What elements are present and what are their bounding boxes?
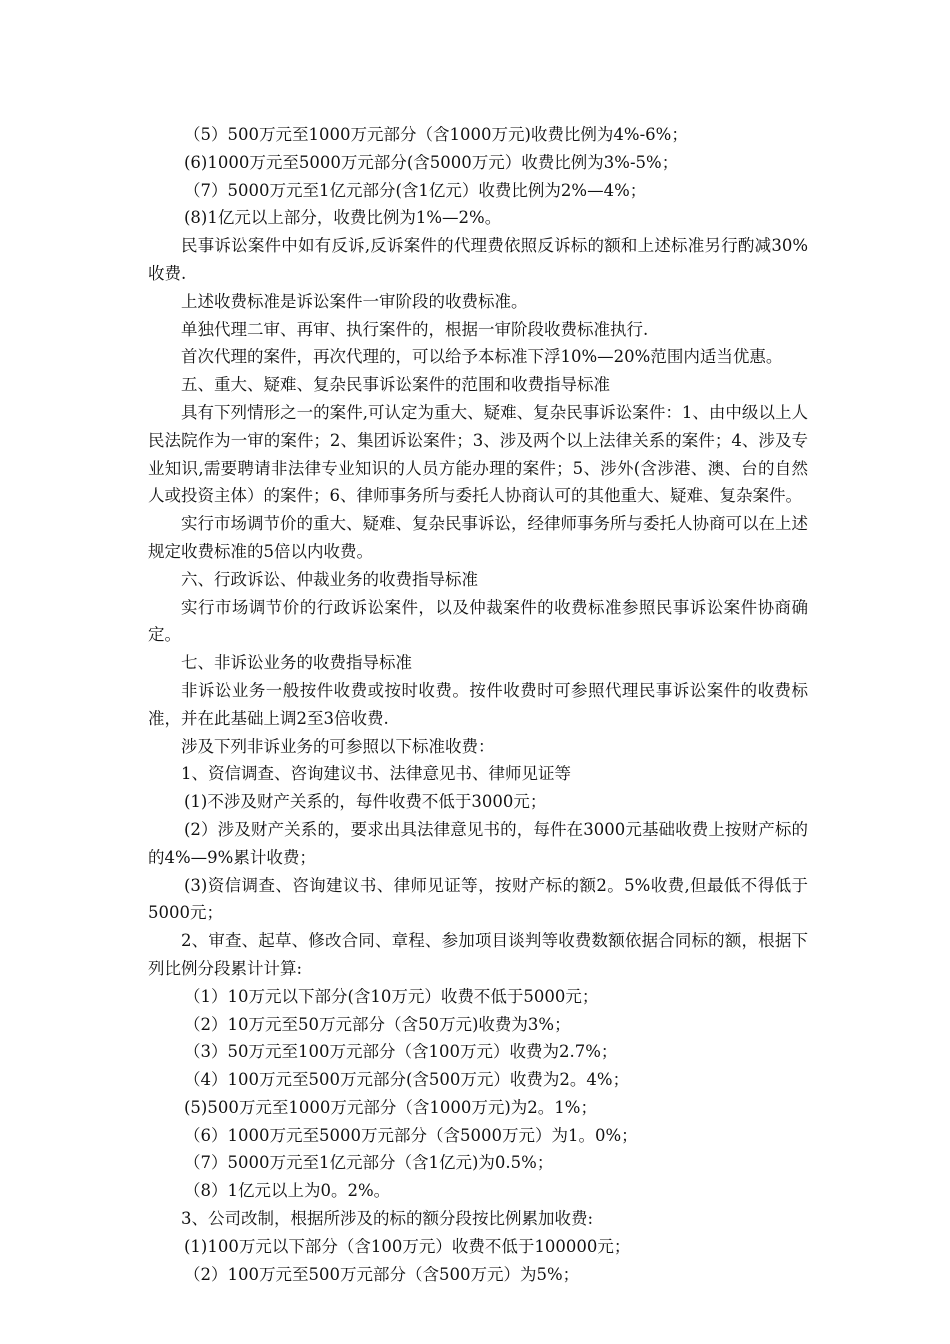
document-body xyxy=(148,121,808,1288)
list-item: （7）5000万元至1亿元部分（含1亿元)为0.5%； xyxy=(184,1153,554,1173)
list-item: （4）100万元至500万元部分(含500万元）收费为2。4%； xyxy=(184,1070,630,1090)
list-item: （8）1亿元以上为0。2%。 xyxy=(184,1181,391,1201)
section-heading: 六、行政诉讼、仲裁业务的收费指导标准 xyxy=(181,569,478,589)
paragraph: 实行市场调节价的重大、疑难、复杂民事诉讼，经律师事务所与委托人协商可以在上述规定收费标准的5倍以内收费。 xyxy=(148,514,808,561)
paragraph: 具有下列情形之一的案件,可认定为重大、疑难、复杂民事诉讼案件：1、由中级以上人民法院作为一审的案件；2、集团诉讼案件；3、涉及两个以上法律关系的案件；4、涉及专业知识,需要聘请非法律专业知识的人员方能办理的案件；5、涉外(含涉港、澳、台的自然人或投资主体）的案件；6、律师事务所与委托人协商认可的其他重大、疑难、复杂案件。 xyxy=(148,402,808,506)
list-item: （3）50万元至100万元部分（含100万元）收费为2.7%； xyxy=(184,1042,618,1062)
section-heading: 五、重大、疑难、复杂民事诉讼案件的范围和收费指导标准 xyxy=(181,375,610,395)
section-heading: 1、资信调查、咨询建议书、法律意见书、律师见证等 xyxy=(181,764,571,784)
list-item: (3)资信调查、咨询建议书、律师见证等，按财产标的额2。5%收费,但最低不得低于5000元； xyxy=(148,875,808,923)
paragraph: 单独代理二审、再审、执行案件的，根据一审阶段收费标准执行. xyxy=(181,319,649,339)
list-item: (2）涉及财产关系的，要求出具法律意见书的，每件在3000元基础收费上按财产标的的4%—9%累计收费； xyxy=(148,819,808,867)
section-heading: 3、公司改制，根据所涉及的标的额分段按比例累加收费: xyxy=(181,1209,594,1229)
section-heading: 七、非诉讼业务的收费指导标准 xyxy=(181,653,412,673)
paragraph: 实行市场调节价的行政诉讼案件，以及仲裁案件的收费标准参照民事诉讼案件协商确定。 xyxy=(148,597,808,645)
list-item: （7）5000万元至1亿元部分(含1亿元）收费比例为2%—4%； xyxy=(184,180,647,200)
paragraph: 上述收费标准是诉讼案件一审阶段的收费标准。 xyxy=(181,291,528,311)
paragraph: 首次代理的案件，再次代理的，可以给予本标准下浮10%—20%范围内适当优惠。 xyxy=(181,347,783,367)
paragraph: 非诉讼业务一般按件收费或按时收费。按件收费时可参照代理民事诉讼案件的收费标准，并在此基础上调2至3倍收费. xyxy=(148,680,808,728)
list-item: (1)不涉及财产关系的，每件收费不低于3000元； xyxy=(184,792,547,812)
list-item: (5)500万元至1000万元部分（含1000万元)为2。1%； xyxy=(184,1097,597,1117)
list-item: （2）10万元至50万元部分（含50万元)收费为3%； xyxy=(184,1014,571,1034)
list-item: （5）500万元至1000万元部分（含1000万元)收费比例为4%-6%； xyxy=(184,125,688,144)
list-item: （6）1000万元至5000万元部分（含5000万元）为1。0%； xyxy=(184,1125,638,1145)
list-item: (6)1000万元至5000万元部分(含5000万元）收费比例为3%-5%； xyxy=(184,152,679,172)
list-item: (8)1亿元以上部分，收费比例为1%—2%。 xyxy=(184,208,502,228)
list-item: (1)100万元以下部分（含100万元）收费不低于100000元； xyxy=(184,1236,631,1256)
paragraph: 2、审查、起草、修改合同、章程、参加项目谈判等收费数额依据合同标的额，根据下列比例分段累计计算: xyxy=(148,931,808,978)
list-item: （2）100万元至500万元部分（含500万元）为5%； xyxy=(184,1264,580,1284)
paragraph: 涉及下列非诉业务的可参照以下标准收费： xyxy=(181,736,495,756)
paragraph: 民事诉讼案件中如有反诉,反诉案件的代理费依照反诉标的额和上述标准另行酌减30%收费. xyxy=(148,236,808,283)
list-item: （1）10万元以下部分(含10万元）收费不低于5000元； xyxy=(184,986,599,1006)
